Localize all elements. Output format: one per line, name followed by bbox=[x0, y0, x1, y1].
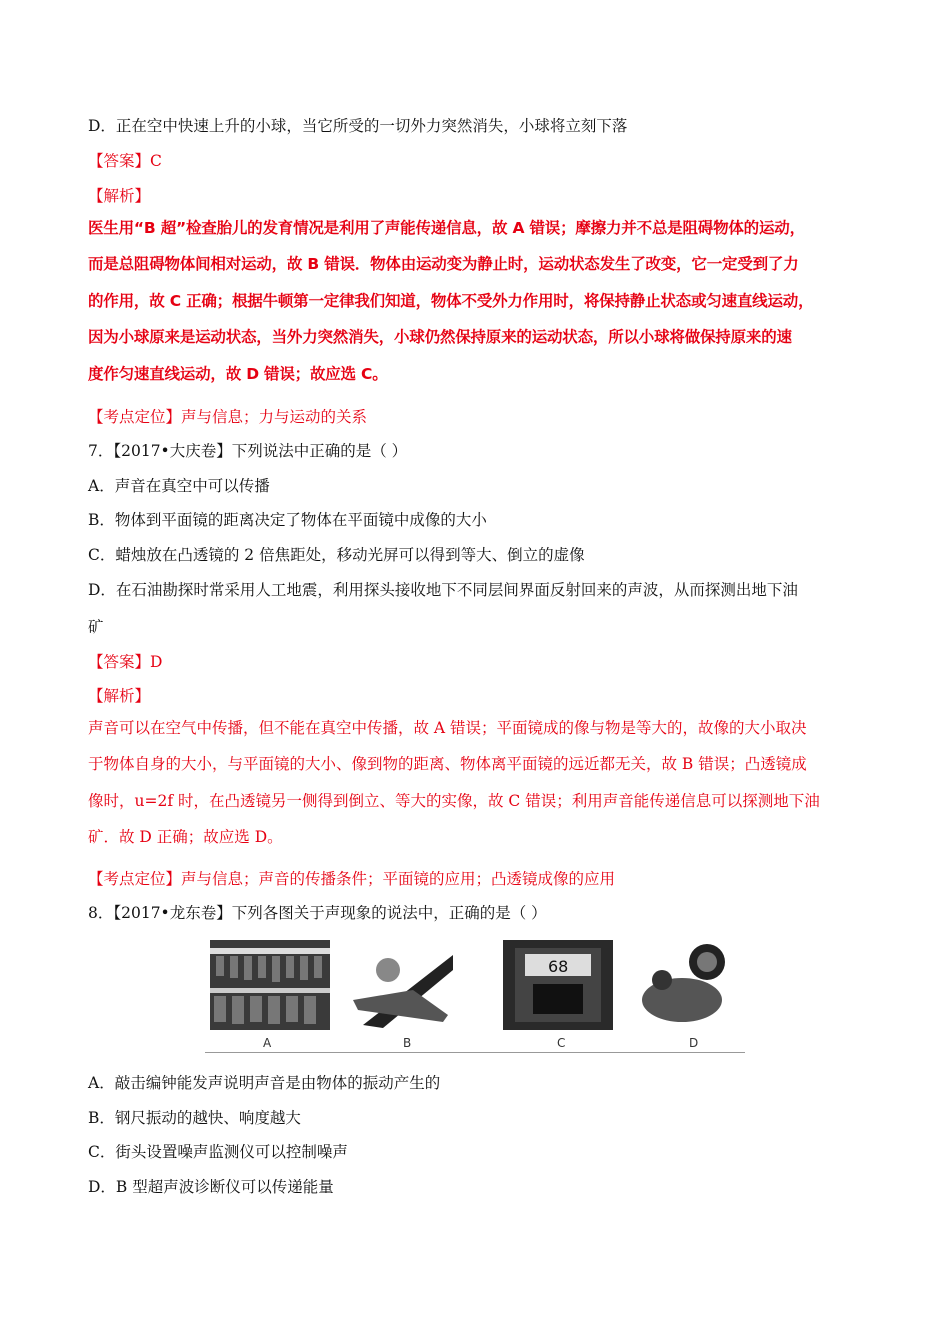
q7-analysis bbox=[88, 710, 868, 856]
q8-stem: 8．【2017•龙东卷】下列各图关于声现象的说法中，正确的是（ ） bbox=[88, 904, 547, 922]
q6-analysis-line: 度作匀速直线运动，故 D 错误；故应选 C。 bbox=[88, 364, 388, 383]
q7-analysis-line: 声音可以在空气中传播，但不能在真空中传播，故 A 错误；平面镜成的像与物是等大的，故像的大小取决 bbox=[88, 719, 807, 737]
q6-analysis-line: 而是总阻碍物体间相对运动，故 B 错误．物体由运动变为静止时，运动状态发生了改变，它一定受到了力 bbox=[88, 255, 799, 274]
ultrasound-photo bbox=[637, 940, 745, 1030]
q7-stem: 7．【2017•大庆卷】下列说法中正确的是（ ） bbox=[88, 442, 408, 460]
noise-meter-photo bbox=[503, 940, 613, 1030]
q8-option-d: D．B 型超声波诊断仪可以传递能量 bbox=[88, 1178, 334, 1196]
q8-option-b: B．钢尺振动的越快、响度越大 bbox=[88, 1109, 301, 1127]
q7-option-b: B．物体到平面镜的距离决定了物体在平面镜中成像的大小 bbox=[88, 511, 487, 529]
q7-analysis-line: 像时，u=2f 时，在凸透镜另一侧得到倒立、等大的实像，故 C 错误；利用声音能传递信息可以探测地下油 bbox=[88, 791, 820, 810]
q7-analysis-line: 于物体自身的大小，与平面镜的大小、像到物的距离、物体离平面镜的远近都无关，故 B 错误；凸透镜成 bbox=[88, 755, 807, 774]
q7-option-c: C．蜡烛放在凸透镜的 2 倍焦距处，移动光屏可以得到等大、倒立的虚像 bbox=[88, 546, 585, 564]
q7-kaodian: 【考点定位】声与信息；声音的传播条件；平面镜的应用；凸透镜成像的应用 bbox=[88, 870, 616, 888]
q6-kaodian: 【考点定位】声与信息；力与运动的关系 bbox=[88, 408, 368, 426]
q7-option-d-cont: 矿 bbox=[88, 618, 104, 636]
q6-analysis-label: 【解析】 bbox=[88, 187, 151, 205]
figure-caption-c: C bbox=[557, 1036, 566, 1050]
q6-analysis-line: 的作用，故 C 正确；根据牛顿第一定律我们知道，物体不受外力作用时，将保持静止状态或匀速直线运动， bbox=[88, 291, 814, 310]
meter-reading: 68 bbox=[548, 957, 569, 976]
bells-photo bbox=[210, 940, 330, 1030]
q7-option-a: A．声音在真空中可以传播 bbox=[88, 477, 270, 495]
q7-option-d: D．在石油勘探时常采用人工地震，利用探头接收地下不同层间界面反射回来的声波，从而探测出地下油 bbox=[88, 581, 798, 599]
ruler-photo bbox=[353, 940, 458, 1030]
q7-answer: 【答案】D bbox=[88, 653, 163, 671]
q6-answer: 【答案】C bbox=[88, 152, 162, 170]
figure-caption-a: A bbox=[263, 1036, 272, 1050]
figure-caption-d: D bbox=[689, 1036, 699, 1050]
q8-option-a: A．敲击编钟能发声说明声音是由物体的振动产生的 bbox=[88, 1074, 441, 1092]
q6-analysis-line: 因为小球原来是运动状态，当外力突然消失，小球仍然保持原来的运动状态，所以小球将做保持原来的速 bbox=[88, 328, 792, 347]
q6-option-d: D．正在空中快速上升的小球，当它所受的一切外力突然消失，小球将立刻下落 bbox=[88, 117, 628, 135]
q7-analysis-line: 矿．故 D 正确；故应选 D。 bbox=[88, 828, 283, 847]
figure-caption-b: B bbox=[403, 1036, 412, 1050]
q6-analysis bbox=[88, 210, 868, 392]
figure-baseline bbox=[205, 1052, 745, 1053]
q7-analysis-label: 【解析】 bbox=[88, 687, 151, 705]
q8-option-c: C．街头设置噪声监测仪可以控制噪声 bbox=[88, 1143, 348, 1161]
q8-figure bbox=[205, 934, 745, 1054]
q6-analysis-line: 医生用“B 超”检查胎儿的发育情况是利用了声能传递信息，故 A 错误；摩擦力并不总是阻碍物体的运动， bbox=[88, 219, 805, 237]
